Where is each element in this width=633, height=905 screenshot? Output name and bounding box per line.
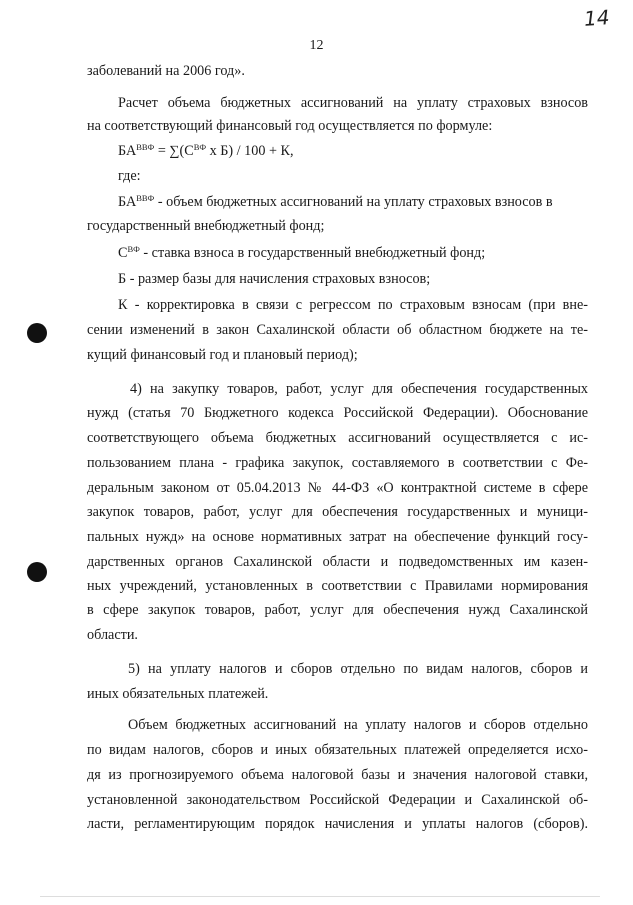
text-line: области. (87, 627, 138, 643)
text-line: дя из прогнозируемого объема налоговой базы и значения налоговой ставки, (87, 767, 588, 783)
text-line: закупок товаров, работ, услуг для обеспечения государственных и муници- (87, 504, 588, 520)
text-line: государственный внебюджетный фонд; (87, 218, 325, 234)
text-line: иных обязательных платежей. (87, 686, 269, 702)
text-line: Расчет объема бюджетных ассигнований на уплату страховых взносов (118, 95, 588, 111)
text-line: Объем бюджетных ассигнований на уплату налогов и сборов отдельно (128, 717, 588, 733)
text-line: кущий финансовый год и плановый период); (87, 347, 358, 363)
text-line: ных учреждений, установленных в соответствии с Правилами нормирования (87, 578, 588, 594)
text-line: сении изменений в закон Сахалинской области об областном бюджете на те- (87, 322, 588, 338)
scan-edge-line (40, 896, 600, 897)
formula-lhs-sup: ВВФ (136, 142, 155, 152)
formula-middle: = ∑(С (154, 143, 194, 159)
text-line: дарственных органов Сахалинской области и подведомственных им казен- (87, 554, 588, 570)
text-line: нужд (статья 70 Бюджетного кодекса Российской Федерации). Обоснование (87, 405, 588, 421)
text-line: пользованием плана - графика закупок, составляемого в соответствии с Фе- (87, 455, 588, 471)
definition-symbol: С (118, 245, 128, 261)
formula-middle-sup: ВФ (193, 142, 207, 152)
page-number: 12 (309, 38, 324, 53)
text-line: 5) на уплату налогов и сборов отдельно по видам налогов, сборов и (128, 661, 588, 677)
text-line: пальных нужд» на основе нормативных затрат на обеспечение функций госу- (87, 529, 588, 545)
text-line: Б - размер базы для начисления страховых взносов; (118, 271, 431, 287)
text-line: К - корректировка в связи с регрессом по страховым взносам (при вне- (118, 297, 588, 313)
punch-hole-mark (27, 562, 47, 582)
text-line: заболеваний на 2006 год». (87, 63, 245, 79)
text-line: на соответствующий финансовый год осуществляется по формуле: (87, 118, 493, 134)
text-line: где: (118, 168, 141, 184)
definition-svf (118, 244, 485, 262)
text-line: 4) на закупку товаров, работ, услуг для обеспечения государственных (130, 381, 588, 397)
definition-symbol-sup: ВВФ (136, 193, 155, 203)
definition-symbol: БА (118, 194, 137, 210)
formula-rhs: х Б) / 100 + К, (206, 143, 294, 159)
text-line: установленной законодательством Российской Федерации и Сахалинской об- (87, 792, 588, 808)
text-line: соответствующего объема бюджетных ассигнований осуществляется с ис- (87, 430, 588, 446)
handwritten-page-number: 14 (583, 5, 611, 31)
text-line: по видам налогов, сборов и иных обязательных платежей определяется исхо- (87, 742, 588, 758)
definition-bavvf (118, 193, 553, 211)
formula-lhs: БА (118, 143, 137, 159)
punch-hole-mark (27, 323, 47, 343)
definition-text: - объем бюджетных ассигнований на уплату страховых взносов в (154, 194, 553, 210)
formula (118, 142, 294, 160)
definition-symbol-sup: ВФ (127, 244, 140, 254)
text-line: в сфере закупок товаров, работ, услуг для обеспечения нужд Сахалинской (87, 602, 588, 618)
text-line: деральным законом от 05.04.2013 № 44-ФЗ «О контрактной системе в сфере (87, 480, 588, 496)
text-line: ласти, регламентирующим порядок начисления и уплаты налогов (сборов). (87, 816, 588, 832)
definition-text: - ставка взноса в государственный внебюджетный фонд; (139, 245, 486, 261)
